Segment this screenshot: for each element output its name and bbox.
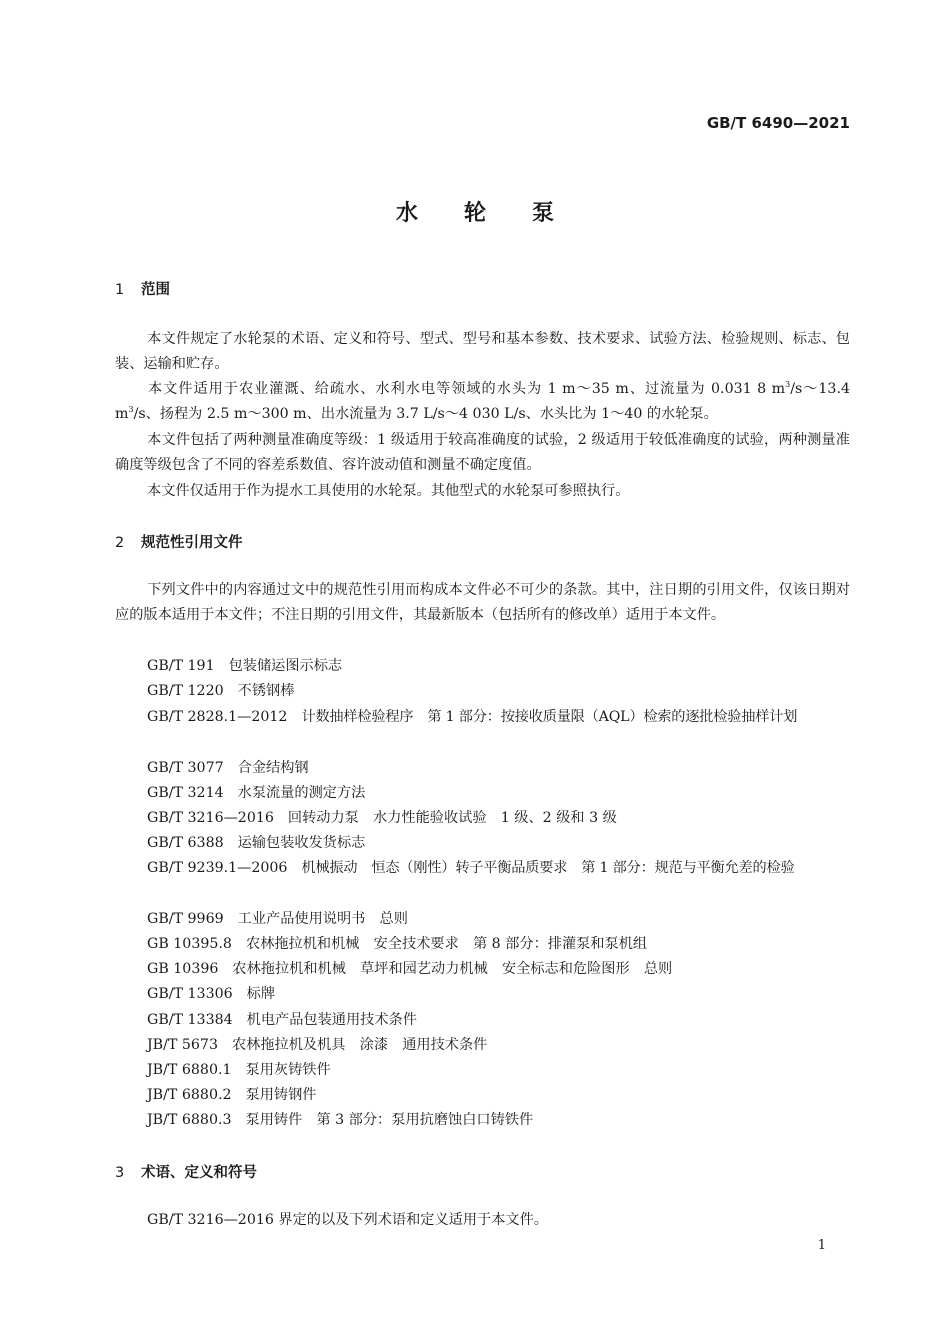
section-title: 规范性引用文件 [141,535,243,551]
superscript: 3 [128,405,134,415]
reference-code: JB/T 6880.1 [147,1062,232,1078]
reference-title: 回转动力泵 水力性能验收试验 1 级、2 级和 3 级 [287,810,617,826]
reference-item [147,1108,533,1133]
reference-code: GB/T 9969 [147,911,224,927]
reference-code: GB/T 2828.1—2012 [147,709,288,725]
reference-item [147,781,365,806]
reference-item [147,932,647,957]
paragraph [147,1208,548,1233]
reference-code: JB/T 6880.2 [147,1087,232,1103]
reference-code: GB/T 1220 [147,683,224,699]
superscript: 3 [785,380,791,389]
reference-code: JB/T 6880.3 [147,1112,232,1128]
reference-title: 包装储运图示标志 [228,658,343,674]
section-number: 2 [115,535,125,551]
paragraph [115,428,850,479]
reference-code: GB/T 3214 [147,785,224,801]
reference-item [147,705,797,730]
reference-title: 不锈钢棒 [237,683,295,699]
reference-item [147,1008,417,1033]
section-2-heading [115,531,243,552]
reference-code: GB/T 13306 [147,986,233,1002]
reference-title: 农林拖拉机及机具 涂漆 通用技术条件 [231,1037,488,1053]
reference-code: GB/T 191 [147,658,215,674]
reference-item [147,957,672,982]
reference-item [147,982,275,1007]
reference-item [147,831,365,856]
paragraph-text: /s、扬程为 2.5 m～300 m、出水流量为 3.7 L/s～4 030 L/s、水头比为 1～40 的水轮泵。 [133,406,718,423]
section-title: 术语、定义和符号 [141,1165,257,1181]
reference-item [147,856,794,881]
reference-item [147,907,408,932]
page-number: 1 [817,1238,826,1253]
section-number: 3 [115,1165,125,1181]
reference-code: GB/T 6388 [147,835,224,851]
reference-title: 泵用灰铸铁件 [245,1062,331,1078]
paragraph [115,578,850,629]
paragraph-text: 本文件规定了水轮泵的术语、定义和符号、型式、型号和基本参数、技术要求、试验方法、检验规则、标志、包装、运输和贮存。 [115,331,850,373]
reference-title: 运输包装收发货标志 [237,835,366,851]
reference-code: GB 10396 [147,961,219,977]
paragraph [115,377,850,428]
reference-item [147,756,309,781]
reference-title: 机电产品包装通用技术条件 [246,1012,417,1028]
reference-title: 合金结构钢 [237,760,309,776]
reference-item [147,654,342,679]
paragraph-text: 下列文件中的内容通过文中的规范性引用而构成本文件必不可少的条款。其中，注日期的引用文件，仅该日期对应的版本适用于本文件；不注日期的引用文件，其最新版本（包括所有的修改单）适用于本文件。 [115,582,850,624]
reference-item [147,1083,316,1108]
reference-item [147,806,617,831]
paragraph-text: 本文件适用于农业灌溉、给疏水、水利水电等领域的水头为 1 m～35 m、过流量为 0.031 8 m [147,381,786,397]
paragraph-text: GB/T 3216—2016 界定的以及下列术语和定义适用于本文件。 [147,1212,548,1228]
section-1-heading [115,278,170,299]
paragraph-text: /s～13.4 m [115,381,850,423]
reference-item [147,1058,331,1083]
section-3-heading [115,1161,257,1182]
reference-item [147,1033,487,1058]
reference-code: GB 10395.8 [147,936,232,952]
reference-title: 农林拖拉机和机械 草坪和园艺动力机械 安全标志和危险图形 总则 [232,961,673,977]
reference-title: 水泵流量的测定方法 [237,785,366,801]
standard-code: GB/T 6490—2021 [706,114,850,132]
reference-code: JB/T 5673 [147,1037,218,1053]
paragraph [115,327,850,378]
section-number: 1 [115,282,125,298]
reference-item [147,679,294,704]
section-title: 范围 [141,282,170,298]
paragraph [115,479,850,504]
reference-title: 机械振动 恒态（刚性）转子平衡品质要求 第 1 部分：规范与平衡允差的检验 [301,860,795,876]
reference-code: GB/T 3216—2016 [147,810,274,826]
reference-code: GB/T 3077 [147,760,224,776]
paragraph-text: 本文件包括了两种测量准确度等级：1 级适用于较高准确度的试验，2 级适用于较低准确度的试验，两种测量准确度等级包含了不同的容差系数值、容许波动值和测量不确定度值。 [115,432,850,474]
reference-title: 计数抽样检验程序 第 1 部分：按接收质量限（AQL）检索的逐批检验抽样计划 [301,709,798,725]
paragraph-text: 本文件仅适用于作为提水工具使用的水轮泵。其他型式的水轮泵可参照执行。 [147,483,630,499]
reference-code: GB/T 9239.1—2006 [147,860,288,876]
reference-title: 泵用铸钢件 [245,1087,317,1103]
reference-title: 标牌 [246,986,276,1002]
reference-title: 工业产品使用说明书 总则 [237,911,408,927]
reference-code: GB/T 13384 [147,1012,233,1028]
document-title: 水轮泵 [395,201,600,226]
reference-title: 农林拖拉机和机械 安全技术要求 第 8 部分：排灌泵和泵机组 [245,936,648,952]
reference-title: 泵用铸件 第 3 部分：泵用抗磨蚀白口铸铁件 [245,1112,534,1128]
